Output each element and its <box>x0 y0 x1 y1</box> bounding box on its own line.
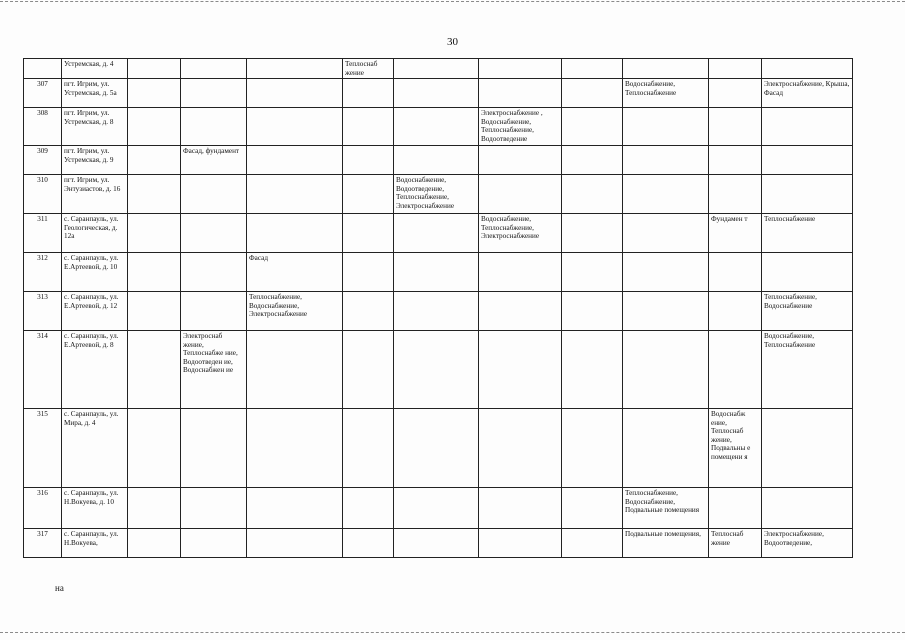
work-type-cell-6 <box>394 59 479 79</box>
work-type-cell-2 <box>128 108 181 146</box>
row-number-cell: 314 <box>24 331 62 409</box>
work-type-cell-7 <box>479 59 562 79</box>
work-type-cell-2 <box>128 529 181 558</box>
work-type-cell-4 <box>247 214 343 253</box>
work-type-cell-7 <box>479 409 562 488</box>
work-type-cell-11 <box>762 488 853 529</box>
table-row <box>24 529 853 558</box>
work-type-cell-7 <box>479 292 562 331</box>
work-type-cell-8 <box>562 59 623 79</box>
work-type-cell-8 <box>562 529 623 558</box>
work-type-cell-2 <box>128 331 181 409</box>
work-type-cell-4 <box>247 409 343 488</box>
work-type-cell-11 <box>762 175 853 214</box>
row-number-cell: 309 <box>24 146 62 175</box>
table-body <box>24 59 853 558</box>
work-type-cell-6 <box>394 214 479 253</box>
work-type-cell-5 <box>343 331 394 409</box>
work-type-cell-5 <box>343 292 394 331</box>
work-type-cell-6 <box>394 331 479 409</box>
work-type-cell-8 <box>562 253 623 292</box>
work-type-cell-7 <box>479 79 562 108</box>
work-type-cell-2 <box>128 175 181 214</box>
work-type-cell-3 <box>181 488 247 529</box>
address-cell: пгт. Игрим, ул. Энтузиастов, д. 16 <box>62 175 128 214</box>
work-type-cell-9 <box>623 331 709 409</box>
objects-table <box>23 58 853 558</box>
table-row <box>24 409 853 488</box>
work-type-cell-10 <box>709 59 762 79</box>
work-type-cell-10: Водоснабж ение, Теплоснаб жение, Подвальны е помещени я <box>709 409 762 488</box>
work-type-cell-5 <box>343 488 394 529</box>
work-type-cell-6 <box>394 488 479 529</box>
work-type-cell-10 <box>709 108 762 146</box>
work-type-cell-3: Фасад, фундамент <box>181 146 247 175</box>
work-type-cell-9 <box>623 175 709 214</box>
work-type-cell-11: Теплоснабжение <box>762 214 853 253</box>
work-type-cell-7 <box>479 331 562 409</box>
work-type-cell-11: Электроснабжение, Водоотведение, <box>762 529 853 558</box>
work-type-cell-10 <box>709 253 762 292</box>
work-type-cell-10 <box>709 331 762 409</box>
table-row <box>24 108 853 146</box>
work-type-cell-4 <box>247 175 343 214</box>
work-type-cell-2 <box>128 146 181 175</box>
work-type-cell-8 <box>562 409 623 488</box>
work-type-cell-4 <box>247 108 343 146</box>
work-type-cell-11 <box>762 146 853 175</box>
work-type-cell-10 <box>709 488 762 529</box>
work-type-cell-9 <box>623 59 709 79</box>
work-type-cell-5 <box>343 146 394 175</box>
work-type-cell-2 <box>128 214 181 253</box>
work-type-cell-4 <box>247 79 343 108</box>
address-cell: Устремская, д. 4 <box>62 59 128 79</box>
work-type-cell-9 <box>623 253 709 292</box>
work-type-cell-6 <box>394 529 479 558</box>
address-cell: с. Саранпауль, ул. Н.Вокуева, д. 10 <box>62 488 128 529</box>
page-number: 30 <box>447 36 458 48</box>
work-type-cell-4 <box>247 146 343 175</box>
work-type-cell-11: Теплоснабжение, Водоснабжение <box>762 292 853 331</box>
table-row <box>24 253 853 292</box>
footer-text: на <box>55 583 64 593</box>
work-type-cell-9: Водоснабжение, Теплоснабжение <box>623 79 709 108</box>
row-number-cell: 308 <box>24 108 62 146</box>
row-number-cell: 307 <box>24 79 62 108</box>
work-type-cell-4 <box>247 529 343 558</box>
address-cell: пгт. Игрим, ул. Устремская, д. 9 <box>62 146 128 175</box>
scan-edge-top <box>0 1 905 2</box>
work-type-cell-3 <box>181 214 247 253</box>
row-number-cell: 311 <box>24 214 62 253</box>
work-type-cell-5 <box>343 108 394 146</box>
work-type-cell-9 <box>623 108 709 146</box>
address-cell: пгт. Игрим, ул. Устремская, д. 8 <box>62 108 128 146</box>
address-cell: с. Саранпауль, ул. Н.Вокуева, <box>62 529 128 558</box>
work-type-cell-10: Теплоснаб жение <box>709 529 762 558</box>
work-type-cell-7: Электроснабжение , Водоснабжение, Теплоснабжение, Водоотведение <box>479 108 562 146</box>
work-type-cell-10: Фундамен т <box>709 214 762 253</box>
work-type-cell-9 <box>623 409 709 488</box>
work-type-cell-4 <box>247 488 343 529</box>
work-type-cell-8 <box>562 108 623 146</box>
work-type-cell-4 <box>247 331 343 409</box>
work-type-cell-6 <box>394 79 479 108</box>
row-number-cell: 315 <box>24 409 62 488</box>
work-type-cell-5 <box>343 253 394 292</box>
work-type-cell-8 <box>562 146 623 175</box>
work-type-cell-9: Теплоснабжение, Водоснабжение, Подвальные помещения <box>623 488 709 529</box>
work-type-cell-8 <box>562 488 623 529</box>
work-type-cell-8 <box>562 214 623 253</box>
table-row <box>24 146 853 175</box>
table-row <box>24 488 853 529</box>
address-cell: с. Саранпауль, ул. Е.Артеевой, д. 10 <box>62 253 128 292</box>
row-number-cell: 316 <box>24 488 62 529</box>
work-type-cell-11 <box>762 108 853 146</box>
work-type-cell-9: Подвальные помещения, <box>623 529 709 558</box>
work-type-cell-7: Водоснабжение, Теплоснабжение, Электроснабжение <box>479 214 562 253</box>
work-type-cell-10 <box>709 79 762 108</box>
work-type-cell-6 <box>394 146 479 175</box>
work-type-cell-6 <box>394 108 479 146</box>
work-type-cell-8 <box>562 175 623 214</box>
row-number-cell: 317 <box>24 529 62 558</box>
work-type-cell-4: Теплоснабжение, Водоснабжение, Электроснабжение <box>247 292 343 331</box>
table-row <box>24 292 853 331</box>
work-type-cell-9 <box>623 146 709 175</box>
work-type-cell-10 <box>709 146 762 175</box>
table-row <box>24 175 853 214</box>
work-type-cell-3 <box>181 292 247 331</box>
work-type-cell-2 <box>128 488 181 529</box>
work-type-cell-7 <box>479 175 562 214</box>
work-type-cell-3 <box>181 59 247 79</box>
work-type-cell-9 <box>623 214 709 253</box>
address-cell: с. Саранпауль, ул. Мира, д. 4 <box>62 409 128 488</box>
work-type-cell-3 <box>181 175 247 214</box>
work-type-cell-8 <box>562 79 623 108</box>
work-type-cell-5 <box>343 214 394 253</box>
row-number-cell <box>24 59 62 79</box>
work-type-cell-11: Водоснабжение, Теплоснабжение <box>762 331 853 409</box>
work-type-cell-11 <box>762 409 853 488</box>
work-type-cell-3 <box>181 108 247 146</box>
address-cell: с. Саранпауль, ул. Е.Артеевой, д. 8 <box>62 331 128 409</box>
work-type-cell-5 <box>343 79 394 108</box>
address-cell: с. Саранпауль, ул. Геологическая, д. 12а <box>62 214 128 253</box>
work-type-cell-10 <box>709 175 762 214</box>
work-type-cell-8 <box>562 292 623 331</box>
work-type-cell-3 <box>181 529 247 558</box>
work-type-cell-2 <box>128 292 181 331</box>
work-type-cell-9 <box>623 292 709 331</box>
work-type-cell-6 <box>394 409 479 488</box>
work-type-cell-6: Водоснабжение, Водоотведение, Теплоснабжение, Электроснабжение <box>394 175 479 214</box>
work-type-cell-3 <box>181 79 247 108</box>
work-type-cell-7 <box>479 146 562 175</box>
address-cell: пгт. Игрим, ул. Устремская, д. 5а <box>62 79 128 108</box>
work-type-cell-5 <box>343 175 394 214</box>
work-type-cell-11 <box>762 253 853 292</box>
row-number-cell: 312 <box>24 253 62 292</box>
scan-edge-bottom <box>0 632 905 633</box>
work-type-cell-2 <box>128 59 181 79</box>
work-type-cell-11: Электроснабжение, Крыша, Фасад <box>762 79 853 108</box>
table-row <box>24 331 853 409</box>
work-type-cell-8 <box>562 331 623 409</box>
table-row <box>24 214 853 253</box>
address-cell: с. Саранпауль, ул. Е.Артеевой, д. 12 <box>62 292 128 331</box>
table-row <box>24 79 853 108</box>
work-type-cell-2 <box>128 409 181 488</box>
work-type-cell-5 <box>343 529 394 558</box>
work-type-cell-11 <box>762 59 853 79</box>
work-type-cell-6 <box>394 292 479 331</box>
work-type-cell-6 <box>394 253 479 292</box>
work-type-cell-3: Электроснаб жение, Теплоснабже ние, Водоотведен ие, Водоснабжен ие <box>181 331 247 409</box>
work-type-cell-10 <box>709 292 762 331</box>
table-row <box>24 59 853 79</box>
work-type-cell-7 <box>479 529 562 558</box>
work-type-cell-7 <box>479 253 562 292</box>
work-type-cell-4: Фасад <box>247 253 343 292</box>
work-type-cell-5 <box>343 409 394 488</box>
row-number-cell: 313 <box>24 292 62 331</box>
work-type-cell-3 <box>181 409 247 488</box>
work-type-cell-4 <box>247 59 343 79</box>
work-type-cell-5: Теплоснаб жение <box>343 59 394 79</box>
row-number-cell: 310 <box>24 175 62 214</box>
work-type-cell-7 <box>479 488 562 529</box>
work-type-cell-3 <box>181 253 247 292</box>
work-type-cell-2 <box>128 79 181 108</box>
work-type-cell-2 <box>128 253 181 292</box>
